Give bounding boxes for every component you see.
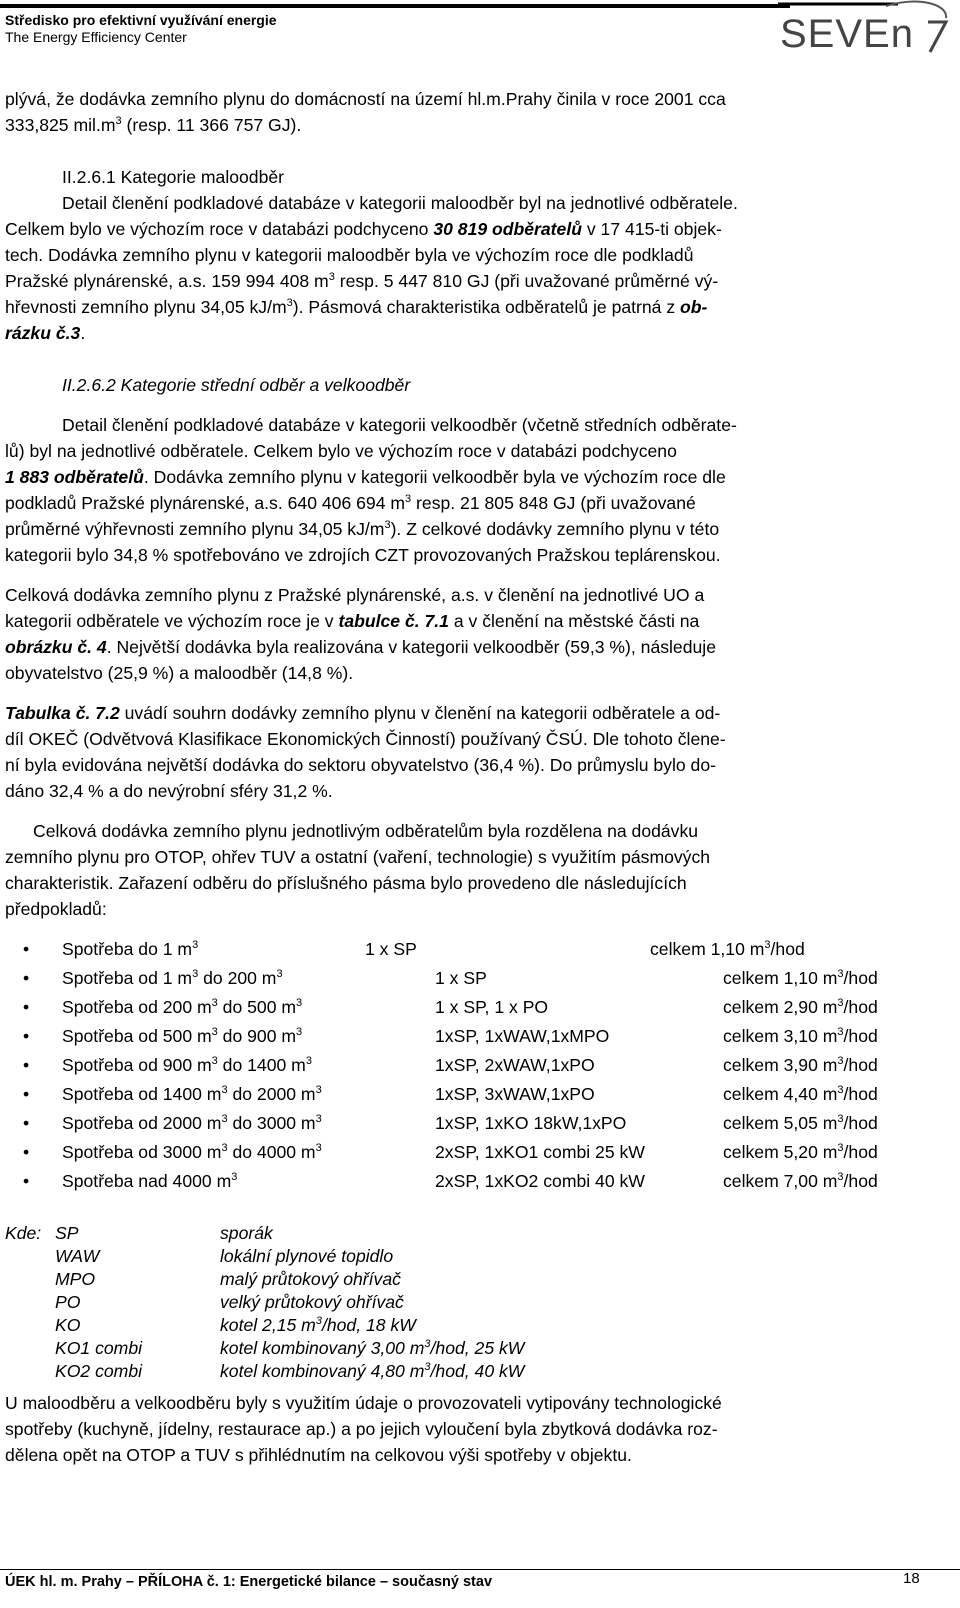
s261-para: Celkem bylo ve výchozím roce v databázi podchyceno 30 819 odběratelů v 17 415-ti objek- tech. Dodávka zemního plynu v kategorii maloodběr byla ve výchozím roce dle podkladů Pražské plynárenské, a.s. 159 994 408 $m^3$ resp. 5 447 810 GJ (při uvažované průměrné vý- hřevnosti zemního plynu 34,05 $kJ/m^3$). Pásmová charakteristika odběratelů je patrná z ob- rázku č.3. <box>5 219 722 343</box>
legend-abbrev: SP <box>55 1223 79 1243</box>
band-range: Spotřeba nad 4000 $m^3$ <box>62 1171 238 1191</box>
band-range: Spotřeba od 900 $m^3$ do 1400 $m^3$ <box>62 1055 312 1075</box>
s262-para: Detail členění podkladové databáze v kategorii velkoodběr (včetně středních odběrate- lů) byl na jednotlivé odběratele. Celkem bylo ve výchozím roce v databázi podchyceno 1 883 odběratelů. Dodávka zemního plynu v kategorii velkoodběr byla ve výchozím roce dle podkladů Pražské plynárenské, a.s. 640 406 694 $m^3$ resp. 21 805 848 GJ (při uvažované průměrné výhřevnosti zemního plynu 34,05 $kJ/m^3$). Z celkové dodávky zemního plynu v této kategorii bylo 34,8 % spotřebováno ve zdrojích CZT provozovaných Pražskou teplárenskou. <box>5 415 737 565</box>
list-item <box>5 994 930 1023</box>
paragraph-celkova: Celková dodávka zemního plynu z Pražské plynárenské, a.s. v členění na jednotlivé UO a kategorii odběratele ve výchozím roce je v tabulce č. 7.1 a v členění na městské části na obrázku č. 4. Největší dodávka byla realizována v kategorii velkoodběr (59,3 %), následuje obyvatelstvo (25,9 %) a maloodběr (14,8 %). <box>5 585 716 683</box>
band-range: Spotřeba od 1400 $m^3$ do 2000 $m^3$ <box>62 1084 322 1104</box>
legend-desc: kotel kombinovaný 4,80 $m^3$/hod, 40 kW <box>220 1361 525 1381</box>
band-total: celkem 1,10 $m^3$/hod <box>723 968 878 988</box>
bullet-icon: • <box>23 1113 30 1133</box>
section-heading-261: II.2.6.1 Kategorie maloodběr <box>62 167 285 187</box>
legend-row <box>5 1266 705 1290</box>
header-rule <box>0 4 790 8</box>
band-total: celkem 5,20 $m^3$/hod <box>723 1142 878 1162</box>
legend-row <box>5 1220 705 1244</box>
legend-abbrev: KO2 combi <box>55 1361 143 1381</box>
band-total: celkem 3,90 $m^3$/hod <box>723 1055 878 1075</box>
bullet-icon: • <box>23 1142 30 1162</box>
band-range: Spotřeba od 3000 $m^3$ do 4000 $m^3$ <box>62 1142 322 1162</box>
legend-abbrev: WAW <box>55 1246 100 1266</box>
bullet-icon: • <box>23 1055 30 1075</box>
list-item <box>5 1139 930 1168</box>
abbreviation-legend <box>5 1220 930 1390</box>
band-appliances: 1 x SP <box>365 939 417 959</box>
bullet-icon: • <box>23 1084 30 1104</box>
band-range: Spotřeba do 1 $m^3$ <box>62 939 199 959</box>
section-heading-262: II.2.6.2 Kategorie střední odběr a velkoodběr <box>62 375 411 395</box>
legend-desc: sporák <box>220 1223 273 1243</box>
logo-text: SEVEn <box>780 12 914 56</box>
bullet-icon: • <box>23 1171 30 1191</box>
legend-row <box>5 1289 705 1313</box>
band-total: celkem 4,40 $m^3$/hod <box>723 1084 878 1104</box>
band-appliances: 1xSP, 1xKO 18kW,1xPO <box>435 1113 627 1133</box>
page-body <box>5 86 930 1468</box>
legend-desc: lokální plynové topidlo <box>220 1246 394 1266</box>
paragraph-last: U maloodběru a velkoodběru byly s využitím údaje o provozovateli vytipovány technologické spotřeby (kuchyně, jídelny, restaurace ap.) a po jejich vyloučení byla zbytková dodávka roz- dělena opět na OTOP a TUV s přihlédnutím na celkovou výši spotřeby v objektu. <box>5 1393 722 1465</box>
paragraph-intro: plývá, že dodávka zemního plynu do domácností na území hl.m.Prahy činila v roce 2001 cca 333,825 $mil.m^3$ (resp. 11 366 757 GJ). <box>5 89 726 135</box>
paragraph-otop: Celková dodávka zemního plynu jednotlivým odběratelům byla rozdělena na dodávku zemního plynu pro OTOP, ohřev TUV a ostatní (vaření, technologie) s využitím pásmových charakteristik. Zařazení odběru do příslušného pásma bylo provedeno dle následujících předpokladů: <box>5 821 711 919</box>
legend-row <box>5 1312 705 1336</box>
list-item <box>5 1081 930 1110</box>
band-appliances: 1 x SP, 1 x PO <box>435 997 549 1017</box>
s261-line1: Detail členění podkladové databáze v kategorii maloodběr byl na jednotlivé odběratele. <box>62 193 738 213</box>
band-appliances: 1xSP, 1xWAW,1xMPO <box>435 1026 610 1046</box>
list-item <box>5 1052 930 1081</box>
list-item <box>5 1110 930 1139</box>
band-range: Spotřeba od 500 $m^3$ do 900 $m^3$ <box>62 1026 303 1046</box>
band-total: celkem 3,10 $m^3$/hod <box>723 1026 878 1046</box>
band-range: Spotřeba od 1 $m^3$ do 200 $m^3$ <box>62 968 283 988</box>
list-item <box>5 1023 930 1052</box>
band-appliances: 2xSP, 1xKO1 combi 25 kW <box>435 1142 645 1162</box>
legend-row <box>5 1243 705 1267</box>
legend-desc: malý průtokový ohřívač <box>220 1269 401 1289</box>
header-org-cz: Středisko pro efektivní využívání energie <box>5 12 277 28</box>
bullet-icon: • <box>23 968 30 988</box>
list-item <box>5 1168 930 1197</box>
seven-logo <box>778 0 953 56</box>
legend-desc: kotel 2,15 $m^3$/hod, 18 kW <box>220 1315 416 1335</box>
bullet-icon: • <box>23 1026 30 1046</box>
band-appliances: 1xSP, 3xWAW,1xPO <box>435 1084 595 1104</box>
band-total: celkem 7,00 $m^3$/hod <box>723 1171 878 1191</box>
consumption-band-list <box>5 936 930 1198</box>
bullet-icon: • <box>23 997 30 1017</box>
band-appliances: 2xSP, 1xKO2 combi 40 kW <box>435 1171 645 1191</box>
band-total: celkem 1,10 $m^3$/hod <box>650 939 805 959</box>
legend-abbrev: PO <box>55 1292 81 1312</box>
page-number: 18 <box>903 1570 920 1587</box>
bullet-icon: • <box>23 939 30 959</box>
band-range: Spotřeba od 2000 $m^3$ do 3000 $m^3$ <box>62 1113 322 1133</box>
footer-text: ÚEK hl. m. Prahy – PŘÍLOHA č. 1: Energetické bilance – současný stav <box>5 1574 493 1590</box>
band-appliances: 1xSP, 2xWAW,1xPO <box>435 1055 595 1075</box>
band-total: celkem 2,90 $m^3$/hod <box>723 997 878 1017</box>
list-item <box>5 965 930 994</box>
band-total: celkem 5,05 $m^3$/hod <box>723 1113 878 1133</box>
header-org-en: The Energy Efficiency Center <box>5 29 187 45</box>
legend-abbrev: MPO <box>55 1269 96 1289</box>
list-item <box>5 936 930 965</box>
paragraph-tabulka: Tabulka č. 7.2 uvádí souhrn dodávky zemního plynu v členění na kategorii odběratele a od- díl OKEČ (Odvětvová Klasifikace Ekonomických Činností) používaný ČSÚ. Dle tohoto člene- ní byla evidována největší dodávka do sektoru obyvatelstvo (36,4 %). Do průmyslu bylo do- dáno 32,4 % a do nevýrobní sféry 31,2 %. <box>5 703 726 801</box>
band-range: Spotřeba od 200 $m^3$ do 500 $m^3$ <box>62 997 303 1017</box>
legend-row <box>5 1358 705 1382</box>
legend-desc: velký průtokový ohřívač <box>220 1292 404 1312</box>
legend-abbrev: KO <box>55 1315 81 1335</box>
band-appliances: 1 x SP <box>435 968 487 988</box>
page-header <box>0 0 960 60</box>
legend-desc: kotel kombinovaný 3,00 $m^3$/hod, 25 kW <box>220 1338 525 1358</box>
footer-rule <box>0 1569 960 1570</box>
legend-label: Kde: <box>5 1223 42 1243</box>
legend-row <box>5 1335 705 1359</box>
legend-abbrev: KO1 combi <box>55 1338 143 1358</box>
